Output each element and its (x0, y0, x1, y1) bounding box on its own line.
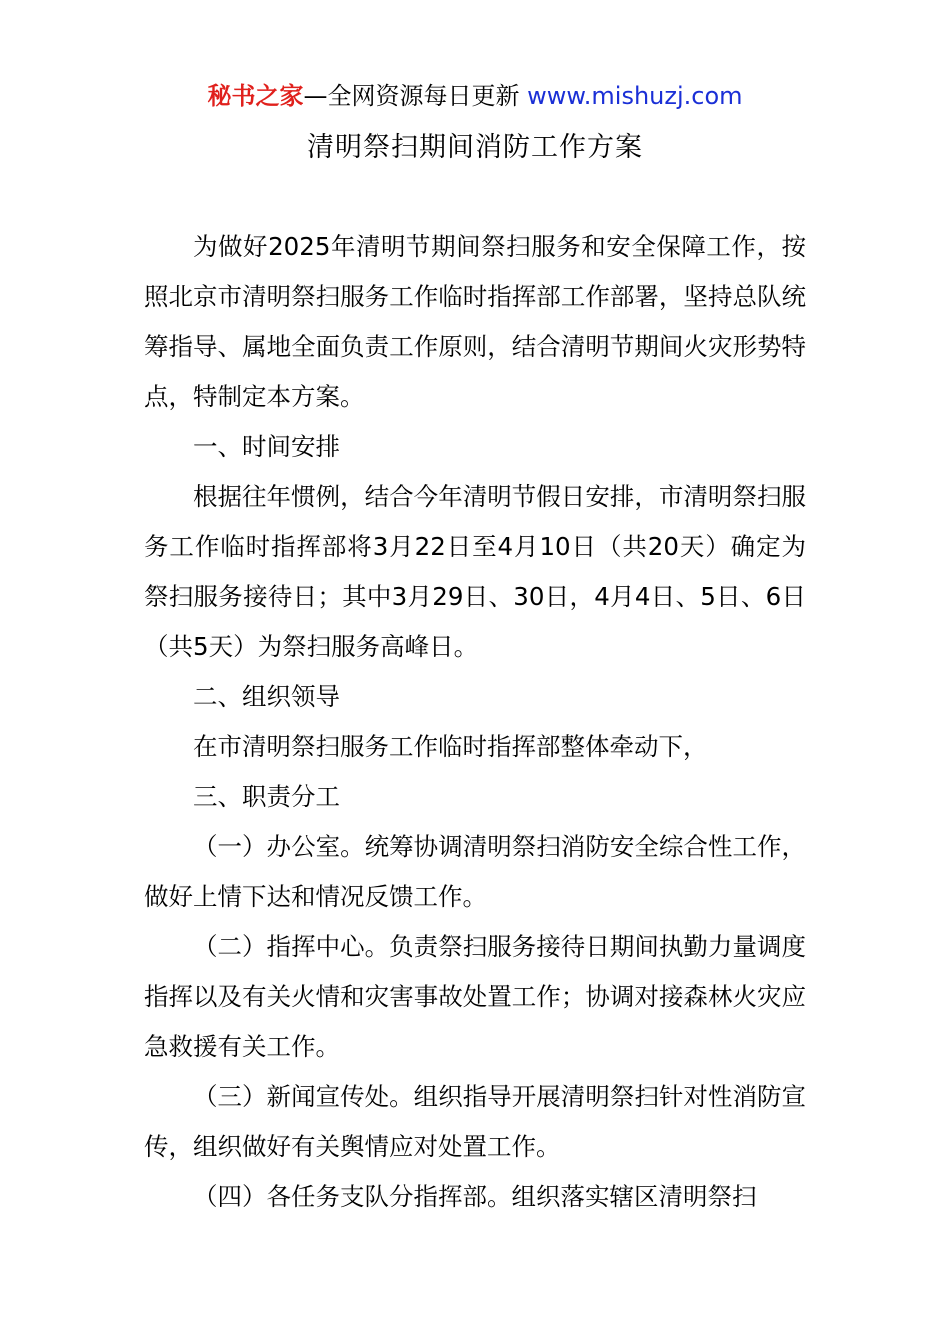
paragraph-leadership: 在市清明祭扫服务工作临时指挥部整体牵动下， (193, 732, 708, 761)
site-header (0, 78, 950, 114)
paragraph-duty-press: （三）新闻宣传处。组织指导开展清明祭扫针对性消防宣传，组织做好有关舆情应对处置工作。 (144, 1082, 806, 1161)
site-tagline: —全网资源每日更新 (303, 82, 520, 110)
site-brand: 秘书之家 (207, 82, 304, 110)
paragraph-intro: 为做好2025年清明节期间祭扫服务和安全保障工作，按照北京市清明祭扫服务工作临时指挥部工作部署，坚持总队统筹指导、属地全面负责工作原则，结合清明节期间火灾形势特点，特制定本方案。 (144, 232, 806, 411)
section-heading-leadership: 二、组织领导 (193, 682, 340, 711)
section-heading-duties: 三、职责分工 (193, 782, 340, 811)
paragraph-duty-command-center: （二）指挥中心。负责祭扫服务接待日期间执勤力量调度指挥以及有关火情和灾害事故处置工作；协调对接森林火灾应急救援有关工作。 (144, 932, 806, 1061)
paragraph-duty-office: （一）办公室。统筹协调清明祭扫消防安全综合性工作，做好上情下达和情况反馈工作。 (144, 832, 806, 911)
site-url-link[interactable]: www.mishuzj.com (527, 82, 743, 110)
section-heading-schedule: 一、时间安排 (193, 432, 340, 461)
document-body (144, 222, 806, 1222)
paragraph-schedule: 根据往年惯例，结合今年清明节假日安排，市清明祭扫服务工作临时指挥部将3月22日至4月10日（共20天）确定为祭扫服务接待日；其中3月29日、30日，4月4日、5日、6日（共5天）为祭扫服务高峰日。 (144, 482, 806, 661)
document-title: 清明祭扫期间消防工作方案 (307, 132, 643, 163)
paragraph-duty-branches: （四）各任务支队分指挥部。组织落实辖区清明祭扫 (193, 1182, 757, 1211)
